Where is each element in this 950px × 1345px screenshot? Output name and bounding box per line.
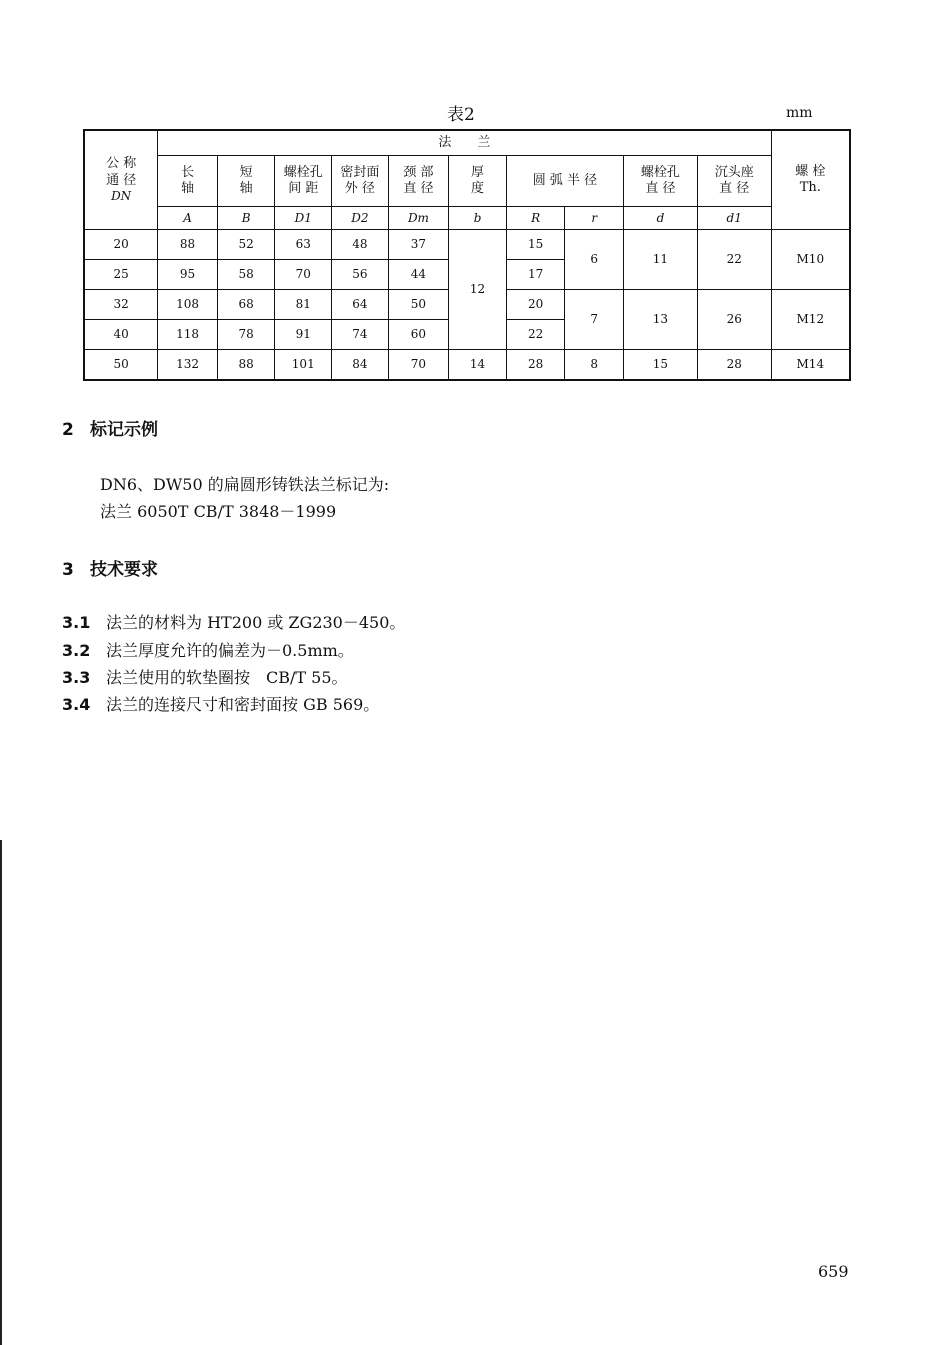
table-row [84, 350, 850, 381]
cell-d1: 81 [275, 290, 332, 320]
marking-example-line-1: DN6、DW50 的扁圆形铸铁法兰标记为: [100, 475, 390, 494]
cell-a: 118 [158, 320, 218, 350]
page-number: 659 [818, 1262, 849, 1281]
header-neck-diameter: 颈 部 直 径 [388, 156, 449, 207]
section-title: 标记示例 [90, 420, 158, 440]
cell-dn: 50 [84, 350, 158, 381]
table-row [84, 230, 850, 260]
cell-R: 28 [506, 350, 565, 381]
section-2-heading [62, 415, 158, 440]
cell-d2: 48 [332, 230, 389, 260]
cell-b: 58 [217, 260, 275, 290]
section-3-heading [62, 555, 158, 580]
cell-b: 68 [217, 290, 275, 320]
page-edge-line [0, 840, 2, 1345]
cell-d1-group2: 26 [697, 290, 771, 350]
header-flange-group: 法 兰 [158, 130, 771, 156]
cell-d1: 70 [275, 260, 332, 290]
cell-d2: 56 [332, 260, 389, 290]
symbol-D1: D1 [275, 207, 332, 230]
cell-dn: 40 [84, 320, 158, 350]
requirement-item: 3.4 法兰的连接尺寸和密封面按 GB 569。 [62, 695, 380, 714]
requirement-item: 3.1 法兰的材料为 HT200 或 ZG230－450。 [62, 613, 406, 632]
cell-d1: 91 [275, 320, 332, 350]
cell-d1: 101 [275, 350, 332, 381]
cell-dm: 37 [388, 230, 449, 260]
flange-dimension-table [83, 129, 851, 381]
symbol-d: d [624, 207, 698, 230]
cell-b: 88 [217, 350, 275, 381]
header-seal-face-od: 密封面 外 径 [332, 156, 389, 207]
cell-dn: 20 [84, 230, 158, 260]
section-number: 2 [62, 420, 74, 440]
header-short-axis: 短 轴 [217, 156, 275, 207]
header-thickness: 厚 度 [449, 156, 507, 207]
symbol-Dm: Dm [388, 207, 449, 230]
requirement-item: 3.3 法兰使用的软垫圈按 CB/T 55。 [62, 668, 348, 687]
table-title: 表2 [447, 105, 475, 125]
symbol-D2: D2 [332, 207, 389, 230]
symbol-d1: d1 [697, 207, 771, 230]
header-dn: 公 称 通 径 DN [84, 130, 158, 230]
cell-R: 20 [506, 290, 565, 320]
cell-dn: 32 [84, 290, 158, 320]
cell-d2: 74 [332, 320, 389, 350]
cell-R: 22 [506, 320, 565, 350]
symbol-B: B [217, 207, 275, 230]
header-arc-radius: 圆 弧 半 径 [506, 156, 623, 207]
cell-d1: 63 [275, 230, 332, 260]
cell-a: 88 [158, 230, 218, 260]
cell-d-group1: 11 [624, 230, 698, 290]
cell-d1-group1: 22 [697, 230, 771, 290]
cell-th-group2: M12 [771, 290, 850, 350]
header-bolt-hole-spacing: 螺栓孔 间 距 [275, 156, 332, 207]
cell-R: 15 [506, 230, 565, 260]
cell-r-group2: 7 [565, 290, 624, 350]
header-bolt: 螺 栓 Th. [771, 130, 850, 230]
cell-r-group1: 6 [565, 230, 624, 290]
cell-dn: 25 [84, 260, 158, 290]
cell-a: 132 [158, 350, 218, 381]
symbol-R: R [506, 207, 565, 230]
cell-dm: 50 [388, 290, 449, 320]
header-bolt-hole-dia: 螺栓孔 直 径 [624, 156, 698, 207]
table-unit: mm [786, 105, 813, 121]
cell-a: 108 [158, 290, 218, 320]
cell-d2: 64 [332, 290, 389, 320]
cell-thickness-merged: 12 [449, 230, 507, 350]
cell-r-group3: 8 [565, 350, 624, 381]
cell-a: 95 [158, 260, 218, 290]
header-long-axis: 长 轴 [158, 156, 218, 207]
cell-dm: 44 [388, 260, 449, 290]
marking-example-line-2: 法兰 6050T CB/T 3848－1999 [100, 502, 337, 521]
cell-d1-group3: 28 [697, 350, 771, 381]
symbol-A: A [158, 207, 218, 230]
header-counterbore-dia: 沉头座 直 径 [697, 156, 771, 207]
symbol-b: b [449, 207, 507, 230]
cell-b: 52 [217, 230, 275, 260]
cell-R: 17 [506, 260, 565, 290]
cell-d-group3: 15 [624, 350, 698, 381]
cell-b: 78 [217, 320, 275, 350]
cell-thickness: 14 [449, 350, 507, 381]
cell-th-group3: M14 [771, 350, 850, 381]
cell-dm: 70 [388, 350, 449, 381]
requirement-item: 3.2 法兰厚度允许的偏差为－0.5mm。 [62, 641, 354, 660]
section-number: 3 [62, 560, 74, 580]
section-title: 技术要求 [90, 560, 158, 580]
cell-th-group1: M10 [771, 230, 850, 290]
cell-dm: 60 [388, 320, 449, 350]
cell-d-group2: 13 [624, 290, 698, 350]
cell-d2: 84 [332, 350, 389, 381]
symbol-r: r [565, 207, 624, 230]
